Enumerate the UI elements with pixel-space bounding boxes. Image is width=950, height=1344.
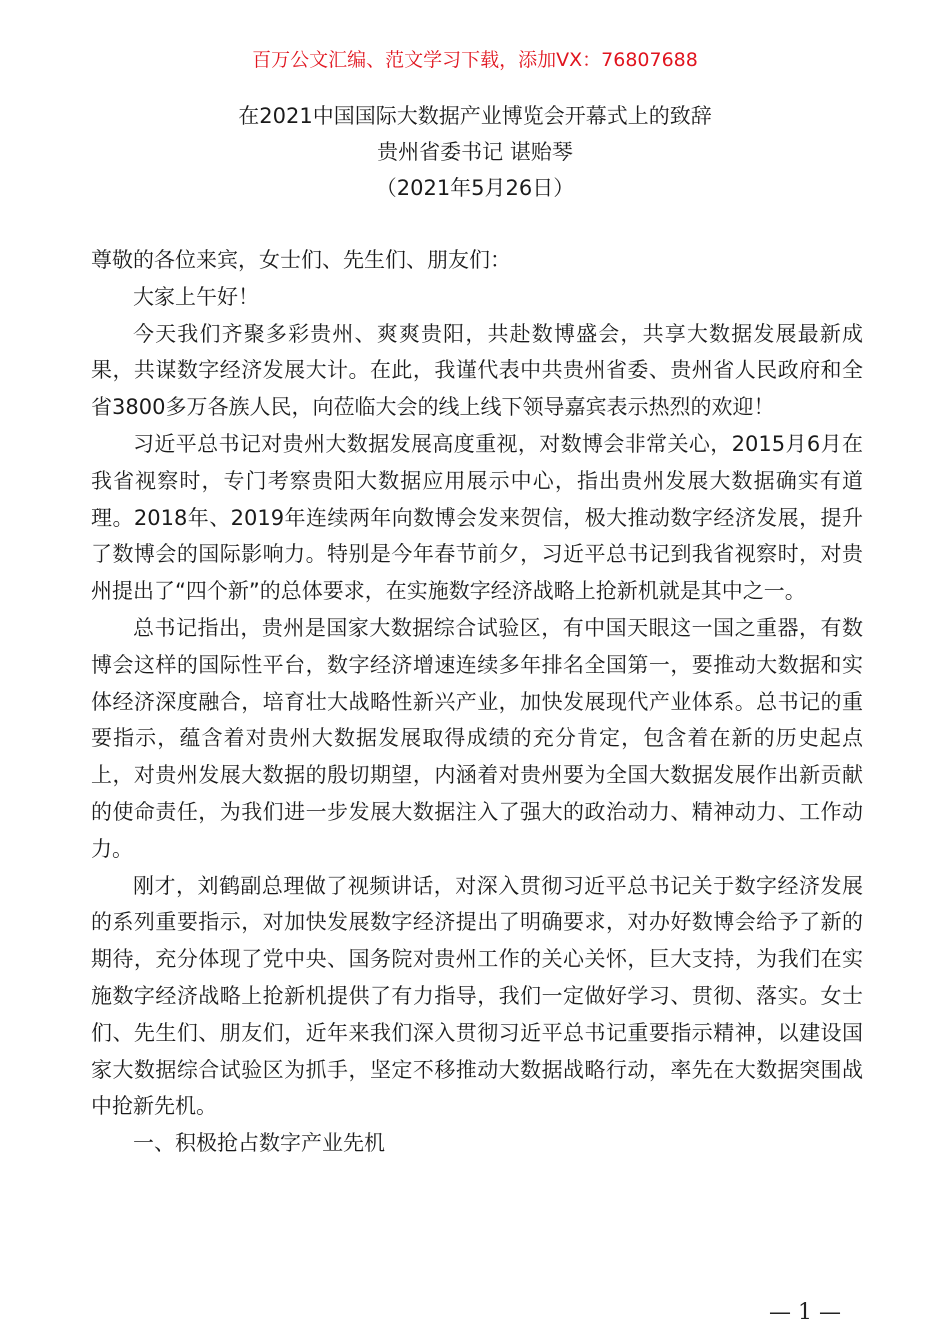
body-paragraph-2: 习近平总书记对贵州大数据发展高度重视，对数博会非常关心，2015月6月在我省视察时，专门考察贵阳大数据应用展示中心，指出贵州发展大数据确实有道理。2018年、2019年连续两年向数博会发来贺信，极大推动数字经济发展，提升了数博会的国际影响力。特别是今年春节前夕，习近平总书记到我省视察时，对贵州提出了“四个新”的总体要求，在实施数字经济战略上抢新机就是其中之一。 <box>91 431 863 604</box>
body-paragraph-4: 刚才，刘鹤副总理做了视频讲话，对深入贯彻习近平总书记关于数字经济发展的系列重要指示，对加快发展数字经济提出了明确要求，对办好数博会给予了新的期待，充分体现了党中央、国务院对贵州工作的关心关怀，巨大支持，为我们在实施数字经济战略上抢新机提供了有力指导，我们一定做好学习、贯彻、落实。女士们、先生们、朋友们，近年来我们深入贯彻习近平总书记重要指示精神，以建设国家大数据综合试验区为抓手，坚定不移推动大数据战略行动，率先在大数据突围战中抢新先机。 <box>91 873 863 1119</box>
speech-date: （2021年5月26日） <box>375 176 575 200</box>
greeting-paragraph: 大家上午好！ <box>133 284 259 309</box>
speaker-line: 贵州省委书记 谌贻琴 <box>377 140 573 164</box>
speech-title: 在2021中国国际大数据产业博览会开幕式上的致辞 <box>238 104 712 128</box>
body-paragraph-1: 今天我们齐聚多彩贵州、爽爽贵阳，共赴数博盛会，共享大数据发展最新成果，共谋数字经济发展大计。在此，我谨代表中共贵州省委、贵州省人民政府和全省3800多万各族人民，向莅临大会的线上线下领导嘉宾表示热烈的欢迎！ <box>91 321 863 420</box>
page-number: — 1 — <box>769 1300 841 1325</box>
speech-title-block <box>0 98 950 206</box>
speech-body <box>91 242 863 1162</box>
header-watermark-note: 百万公文汇编、范文学习下载，添加VX：76807688 <box>252 49 698 71</box>
body-paragraph-3: 总书记指出，贵州是国家大数据综合试验区，有中国天眼这一国之重器，有数博会这样的国际性平台，数字经济增速连续多年排名全国第一，要推动大数据和实体经济深度融合，培育壮大战略性新兴产业，加快发展现代产业体系。总书记的重要指示，蕴含着对贵州大数据发展取得成绩的充分肯定，包含着在新的历史起点上，对贵州发展大数据的殷切期望，内涵着对贵州要为全国大数据发展作出新贡献的使命责任，为我们进一步发展大数据注入了强大的政治动力、精神动力、工作动力。 <box>91 615 863 861</box>
salutation-paragraph: 尊敬的各位来宾，女士们、先生们、朋友们： <box>91 248 511 272</box>
section-heading-1: 一、积极抢占数字产业先机 <box>133 1131 385 1156</box>
